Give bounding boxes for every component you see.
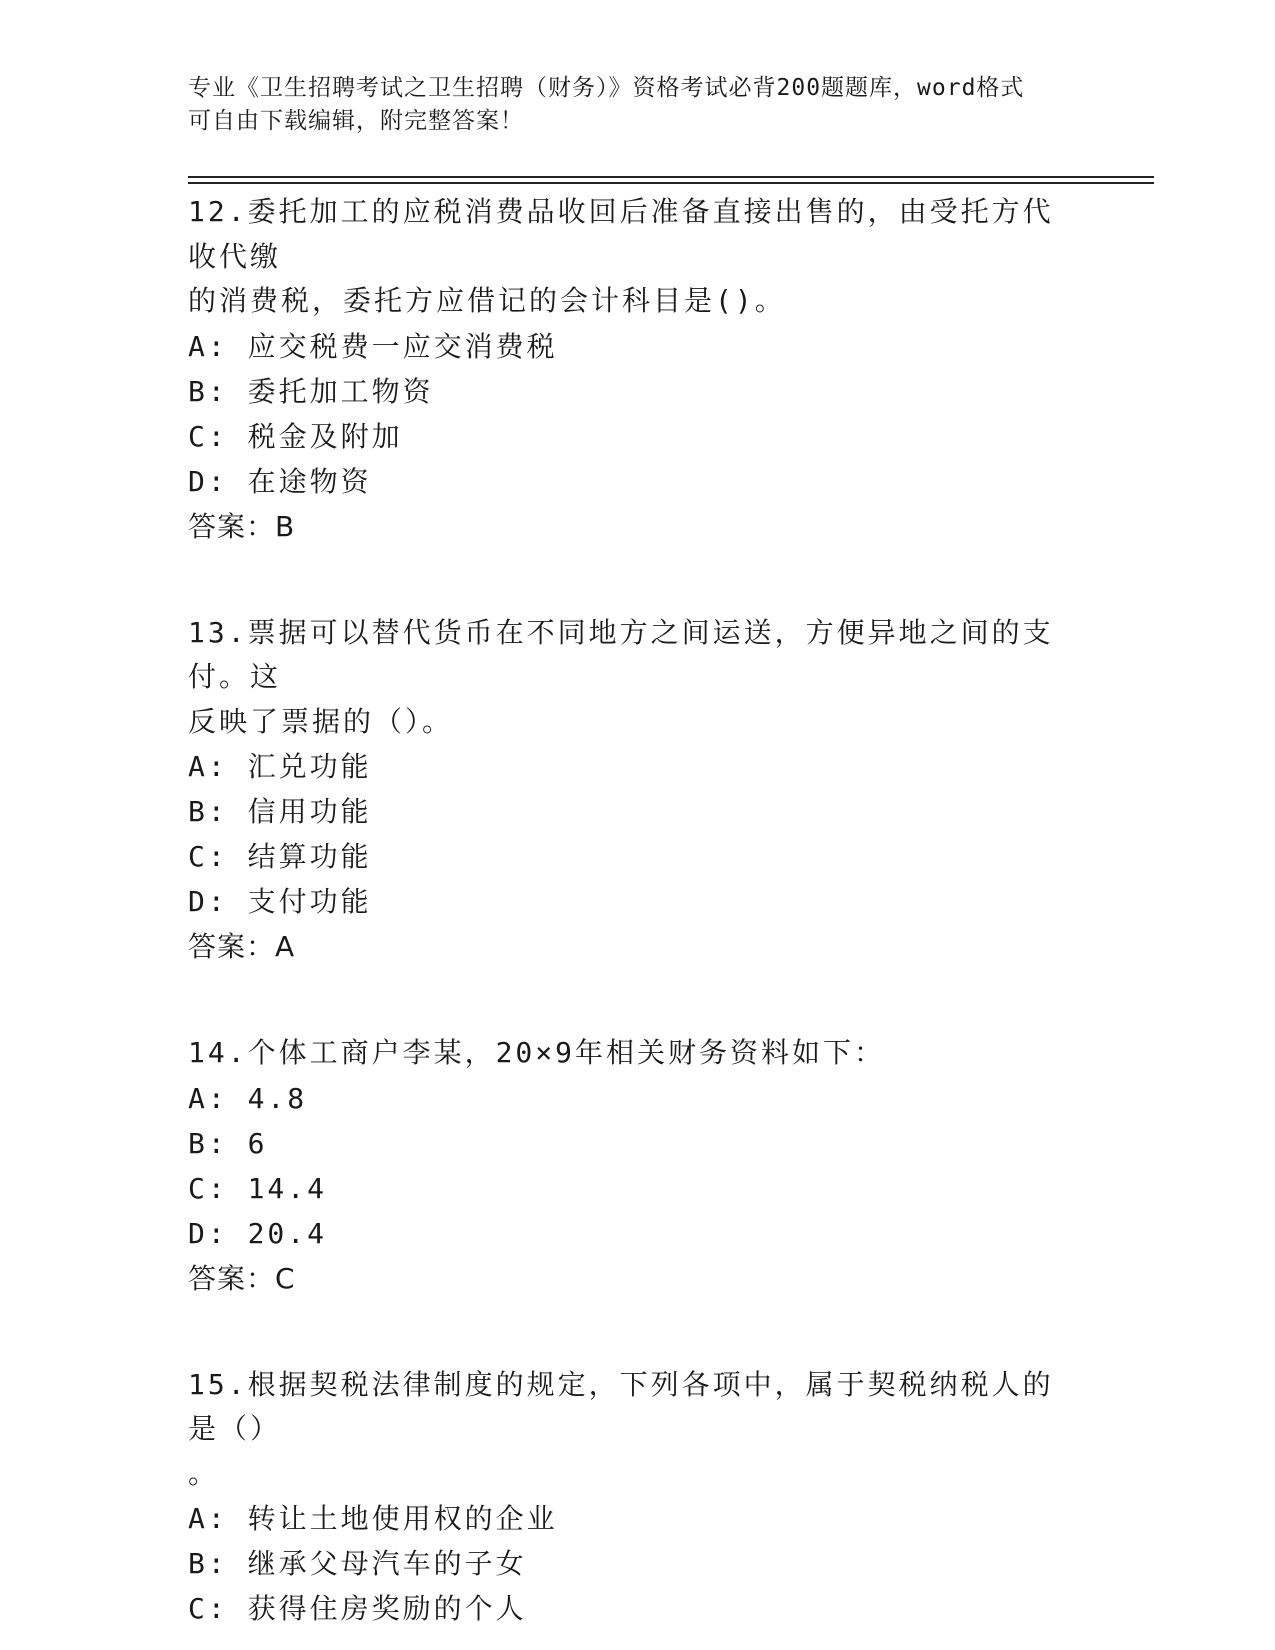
question-stem bbox=[188, 611, 1068, 745]
question-list bbox=[188, 190, 1088, 1631]
option-b: B: 信用功能 bbox=[188, 795, 372, 828]
header-divider-top bbox=[188, 176, 1154, 178]
option-b: B: 6 bbox=[188, 1126, 268, 1160]
option-a: A: 4.8 bbox=[188, 1081, 308, 1115]
question-stem-line: 12.委托加工的应税消费品收回后准备直接出售的，由受托方代收代缴 bbox=[188, 195, 1054, 273]
option-c: C: 14.4 bbox=[188, 1171, 328, 1205]
answer-line: 答案：C bbox=[188, 1261, 296, 1295]
question-stem-line: 15.根据契税法律制度的规定，下列各项中，属于契税纳税人的是（） bbox=[188, 1367, 1054, 1445]
header-line-2: 可自由下载编辑，附完整答案！ bbox=[188, 108, 524, 134]
document-header bbox=[188, 72, 1068, 138]
question-13 bbox=[188, 611, 1088, 970]
option-d: D: 20.4 bbox=[188, 1216, 328, 1250]
option-a: A: 应交税费一应交消费税 bbox=[188, 329, 558, 363]
question-14 bbox=[188, 1031, 1088, 1301]
question-stem bbox=[188, 1363, 1068, 1497]
question-12 bbox=[188, 190, 1088, 549]
option-c: C: 结算功能 bbox=[188, 840, 372, 873]
question-stem bbox=[188, 190, 1068, 324]
question-stem-line: 13.票据可以替代货币在不同地方之间运送，方便异地之间的支付。这 bbox=[188, 615, 1054, 693]
question-stem-line: 。 bbox=[188, 1456, 220, 1490]
option-c: C: 税金及附加 bbox=[188, 419, 403, 453]
option-a: A: 转让土地使用权的企业 bbox=[188, 1502, 558, 1535]
answer-line: 答案：A bbox=[188, 930, 296, 963]
option-d: D: 在途物资 bbox=[188, 464, 372, 498]
option-d: D: 支付功能 bbox=[188, 885, 372, 918]
question-15 bbox=[188, 1363, 1088, 1632]
question-stem-line: 14.个体工商户李某，20×9年相关财务资料如下： bbox=[188, 1036, 886, 1069]
answer-line: 答案：B bbox=[188, 509, 296, 543]
question-stem-line: 的消费税，委托方应借记的会计科目是()。 bbox=[188, 284, 786, 317]
question-stem-line: 反映了票据的（）。 bbox=[188, 704, 454, 738]
option-b: B: 继承父母汽车的子女 bbox=[188, 1547, 527, 1580]
option-c: C: 获得住房奖励的个人 bbox=[188, 1592, 527, 1625]
header-line-1: 专业《卫生招聘考试之卫生招聘（财务）》资格考试必背200题题库，word格式 bbox=[188, 75, 1025, 101]
question-stem bbox=[188, 1031, 1068, 1076]
option-a: A: 汇兑功能 bbox=[188, 750, 372, 783]
option-b: B: 委托加工物资 bbox=[188, 374, 434, 408]
header-divider-bottom bbox=[188, 182, 1154, 184]
